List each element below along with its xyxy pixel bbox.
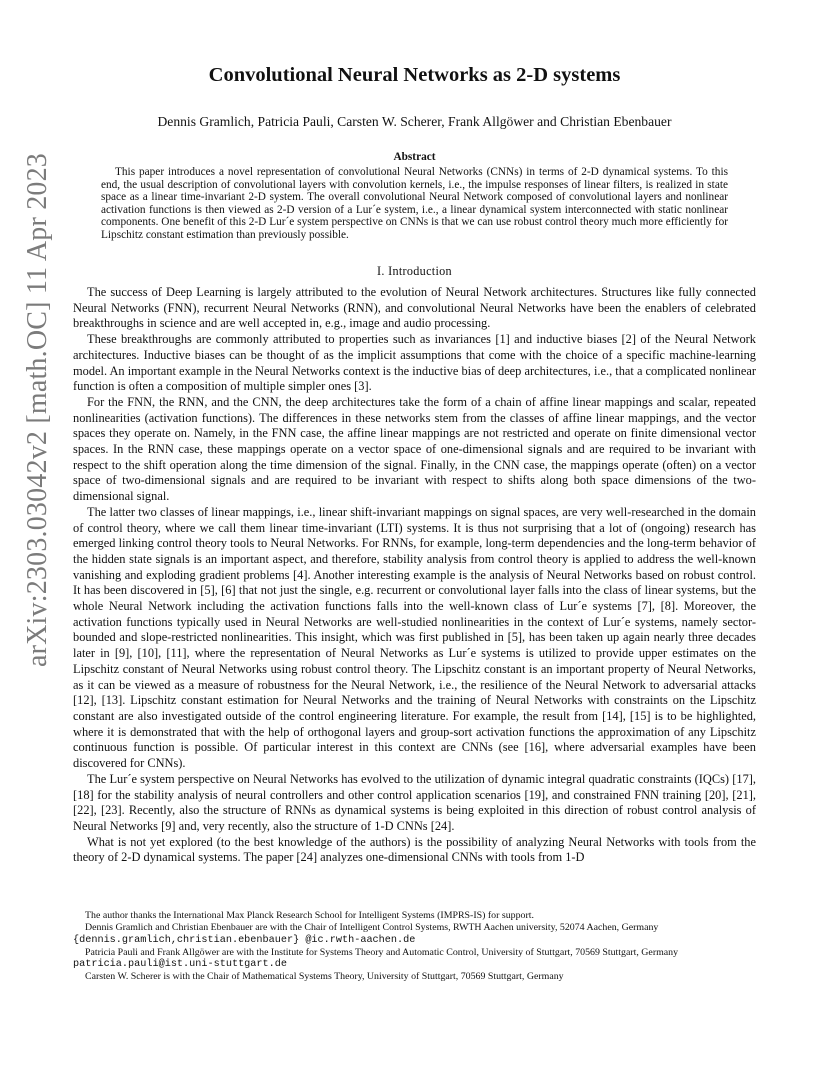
footnote-affiliation-stuttgart-math: Carsten W. Scherer is with the Chair of Mathematical Systems Theory, University of Stuttgart, 70569 Stuttgart, Germany: [85, 971, 564, 983]
paragraph: The latter two classes of linear mappings, i.e., linear shift-invariant mappings on signal spaces, are very well-researched in the domain of control theory, where we call them linear time-invariant (LTI) systems. It is thus not surprising that a lot of (ongoing) research has emerged linking control theory tools to Neural Networks. For RNNs, for example, long-term dependencies and the long-term behavior of the hidden state signals is an important aspect, and therefore, stability analysis from control theory is applied to address the well-known vanishing and exploding gradient problems [4]. Another interesting example is the analysis of Neural Networks based on robust control. It has been discovered in [5], [6] that not just the single, e.g. recurrent or convolutional layer falls into the class of linear systems, but the whole Neural Network including the activation functions falls into the well-known class of Lur´e systems [7], [8]. Moreover, the activation functions typically used in Neural Networks are well-studied nonlinearities in the context of Lur´e systems, namely sector-bounded and slope-restricted nonlinearities. This insight, which was first published in [5], has been taken up again nearly three decades later in [9], [10], [11], where the representation of Neural Networks as Lur´e systems is utilized to provide upper estimates on the Lipschitz constant of Neural Networks using robust control theory. The Lipschitz constant is an important property of Neural Networks, as it can be viewed as a measure of robustness for the Neural Network, i.e., the resilience of the Neural Network to adversarial attacks [12], [13]. Lipschitz constant estimation for Neural Networks and the training of Neural Networks with constraints on the Lipschitz constant are also investigated outside of the control engineering literature. For example, the result from [14], [15] is to be highlighted, where it is demonstrated that with the help of orthogonal layers and group-sort activation functions the approximation of any Lipschitz continuous function is possible. Of particular interest in this context are CNNs (see [16], where adversarial examples have been discovered for CNNs).: [73, 504, 756, 771]
footnotes: [73, 910, 756, 984]
paragraph: The Lur´e system perspective on Neural Networks has evolved to the utilization of dynamic integral quadratic constraints (IQCs) [17], [18] for the stability analysis of neural controllers and other control application scenarios [19], and constrained FNN training [20], [21], [22], [23]. Recently, also the structure of RNNs as dynamical systems is being exploited in this direction of robust control analysis of Neural Networks [9] and, very recently, also the structure of 1-D CNNs [24].: [73, 771, 756, 833]
abstract-heading: Abstract: [393, 151, 436, 163]
section-heading: I. Introduction: [377, 264, 452, 278]
footnote-affiliation-rwth: Dennis Gramlich and Christian Ebenbauer are with the Chair of Intelligent Control Systems, RWTH Aachen university, 52074 Aachen, Germany: [85, 922, 659, 934]
body-text: [73, 285, 756, 866]
footnote-email-rwth: {dennis.gramlich,christian.ebenbauer} @ic.rwth-aachen.de: [73, 934, 416, 946]
abstract-text: This paper introduces a novel representation of convolutional Neural Networks (CNNs) in terms of 2-D dynamical systems. To this end, the usual description of convolutional layers with convolution kernels, i.e., the impulse responses of linear filters, is realized in state space as a linear time-invariant 2-D system. The overall convolutional Neural Network composed of convolutional layers and nonlinear activation functions is then viewed as 2-D version of a Lur´e system, i.e., a linear dynamical system interconnected with static nonlinear components. One benefit of this 2-D Lur´e system perspective on CNNs is that we can use robust control theory much more efficiently for Lipschitz constant estimation than previously possible.: [101, 166, 728, 241]
paragraph: The success of Deep Learning is largely attributed to the evolution of Neural Network architectures. Structures like fully connected Neural Networks (FNN), recurrent Neural Networks (RNN), and convolutional Neural Networks have been the enablers of celebrated breakthroughs in science and are well accepted in, e.g., image and audio processing.: [73, 285, 756, 331]
arxiv-identifier: arXiv:2303.03042v2 [math.OC] 11 Apr 2023: [22, 152, 53, 668]
paragraph: These breakthroughs are commonly attributed to properties such as invariances [1] and inductive biases [2] of the Neural Network architectures. Inductive biases can be thought of as the implicit assumptions that come with the choice of a specific machine-learning model. An important example in the Neural Networks context is the inductive bias of deep architectures, i.e., that a complicated nonlinear function is often a composition of multiple simpler ones [3].: [73, 332, 756, 394]
footnote-email-stuttgart: patricia.pauli@ist.uni-stuttgart.de: [73, 959, 287, 971]
paragraph: For the FNN, the RNN, and the CNN, the deep architectures take the form of a chain of affine linear mappings and scalar, repeated nonlinearities (activation functions). The differences in these networks stem from the classes of affine linear mappings, and the vector spaces they operate on. Namely, in the FNN case, the affine linear mappings are not restricted and operate on finite dimensional vector spaces. In the RNN case, these mappings operate on a vector space of one-dimensional signals and are required to be invariant with respect to the shift operation along the time dimension of the signal. Finally, in the CNN case, the mappings operate (often) on a vector space of two-dimensional signals and are required to be invariant with respect to shifts along both space dimensions of the two-dimensional signal.: [73, 394, 756, 504]
author-list: Dennis Gramlich, Patricia Pauli, Carsten W. Scherer, Frank Allgöwer and Christian Ebenbauer: [157, 114, 672, 129]
footnote-affiliation-stuttgart-ist: Patricia Pauli and Frank Allgöwer are with the Institute for Systems Theory and Automatic Control, University of Stuttgart, 70569 Stuttgart, Germany: [85, 946, 679, 958]
paper-title: Convolutional Neural Networks as 2-D systems: [208, 64, 621, 86]
paragraph: What is not yet explored (to the best knowledge of the authors) is the possibility of analyzing Neural Networks with tools from the theory of 2-D dynamical systems. The paper [24] analyzes one-dimensional CNNs with tools from 1-D: [73, 834, 756, 865]
arxiv-sidebar: [8, 150, 68, 670]
footnote-support: The author thanks the International Max Planck Research School for Intelligent Systems (IMPRS-IS) for support.: [85, 910, 534, 921]
